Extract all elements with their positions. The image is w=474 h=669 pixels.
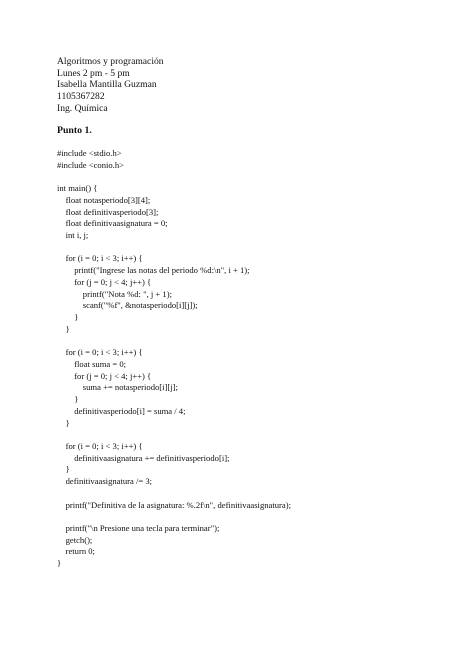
- code-line: scanf("%f", &notasperiodo[i][j]);: [57, 300, 198, 311]
- code-line: for (i = 0; i < 3; i++) {: [57, 253, 143, 264]
- code-line: float definitivasperiodo[3];: [57, 206, 159, 217]
- code-block: [57, 148, 457, 570]
- code-line: [57, 511, 457, 523]
- code-line: getch();: [57, 534, 93, 545]
- document-header: [57, 56, 437, 114]
- code-line: printf("Nota %d: ", j + 1);: [57, 288, 172, 299]
- code-line: float definitivaasignatura = 0;: [57, 218, 168, 229]
- code-line: #include <stdio.h>: [57, 148, 122, 158]
- code-line: return 0;: [57, 546, 95, 557]
- code-line: for (i = 0; i < 3; i++) {: [57, 440, 143, 451]
- code-line: for (i = 0; i < 3; i++) {: [57, 347, 143, 358]
- course-name: Algoritmos y programación: [57, 56, 164, 67]
- code-line: float notasperiodo[3][4];: [57, 194, 151, 205]
- code-line: }: [57, 417, 70, 428]
- code-line: definitivaasignatura += definitivasperiodo[i];: [57, 452, 230, 463]
- code-line: [57, 336, 457, 348]
- code-line: [57, 242, 457, 254]
- code-line: int i, j;: [57, 230, 89, 241]
- code-line: definitivaasignatura /= 3;: [57, 476, 153, 487]
- code-line: }: [57, 312, 79, 323]
- program-name: Ing. Química: [57, 102, 108, 114]
- code-line: [57, 488, 457, 500]
- student-id: 1105367282: [57, 91, 105, 103]
- code-line: definitivasperiodo[i] = suma / 4;: [57, 405, 186, 416]
- code-line: #include <conio.h>: [57, 159, 124, 170]
- code-line: suma += notasperiodo[i][j];: [57, 382, 178, 393]
- student-name: Isabella Mantilla Guzman: [57, 79, 157, 91]
- code-line: [57, 429, 457, 441]
- code-line: for (j = 0; j < 4; j++) {: [57, 276, 152, 287]
- code-line: [57, 171, 457, 183]
- code-line: }: [57, 464, 70, 475]
- code-line: for (j = 0; j < 4; j++) {: [57, 370, 152, 381]
- code-line: }: [57, 394, 79, 405]
- code-line: int main() {: [57, 183, 98, 194]
- section-title: Punto 1.: [57, 125, 92, 136]
- code-line: }: [57, 558, 62, 569]
- code-line: printf("Ingrese las notas del periodo %d:\n", i + 1);: [57, 265, 250, 276]
- class-schedule: Lunes 2 pm - 5 pm: [57, 67, 130, 79]
- code-line: float suma = 0;: [57, 358, 127, 369]
- code-line: printf("Definitiva de la asignatura: %.2f\n", definitivaasignatura);: [57, 499, 291, 510]
- code-line: printf("\n Presione una tecla para terminar");: [57, 523, 220, 533]
- code-line: }: [57, 323, 70, 334]
